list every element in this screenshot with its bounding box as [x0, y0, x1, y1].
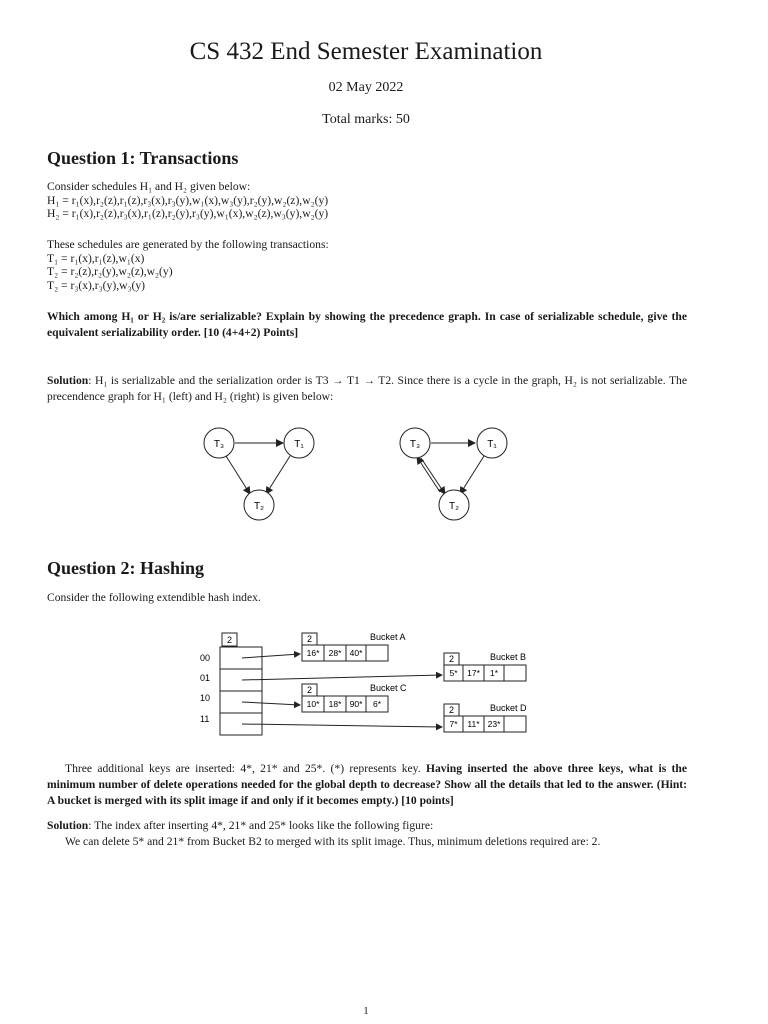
total-marks: Total marks: 50	[322, 112, 410, 127]
bucket-b	[444, 652, 526, 681]
svg-text:10*: 10*	[306, 699, 320, 709]
q1-solution	[47, 373, 687, 405]
transaction-t3: T₂ = r₃(x),r₃(y),w₃(y)	[47, 278, 146, 292]
graph-h1	[204, 428, 314, 520]
svg-text:2: 2	[448, 654, 455, 664]
svg-text:T₂: T₂	[449, 501, 459, 512]
svg-text:2: 2	[226, 635, 233, 645]
svg-text:2: 2	[306, 634, 313, 644]
schedule-h1: H₁ = r₁(x),r₂(z),r₁(z),r₃(x),r₃(y),w₁(x),w₃(y),r₂(y),w₂(z),w₂(y)	[47, 193, 329, 207]
svg-text:28*: 28*	[328, 648, 342, 658]
q1-intro: Consider schedules H₁ and H₂ given below:	[47, 180, 251, 193]
svg-text:2: 2	[306, 685, 313, 695]
solution-label: Solution	[47, 819, 89, 832]
svg-text:T₁: T₁	[294, 439, 304, 450]
dir-entry: 00	[200, 653, 211, 663]
precedence-graphs	[190, 418, 540, 528]
bucket-c	[302, 683, 407, 712]
dir-entry: 10	[200, 693, 211, 703]
q1-question: Which among H₁ or H₂ is/are serializable? Explain by showing the precedence graph. In case of serializable schedule, give the equivalent serializability order. [10 (4+4+2) Points]	[47, 310, 687, 339]
directory	[200, 647, 262, 735]
svg-text:17*: 17*	[467, 668, 480, 678]
svg-text:40*: 40*	[349, 648, 363, 658]
solution-text: : H₁ is serializable and the serialization order is T3 → T1 → T2. Since there is a cycle in the graph, H₂ is not serializable. The precendence graph for H₁ (left) and H₂ (right) is given below:	[47, 374, 687, 403]
solution-label: Solution	[47, 374, 89, 387]
q2-solution-conclusion: We can delete 5* and 21* from Bucket B2 to merged with its split image. Thus, minimum deletions required are: 2.	[65, 835, 601, 848]
q2-question-bold: Having inserted the above three keys, what is the minimum number of delete operations needed for the global depth to decrease? Show all the details that led to the answer. (Hint: A bucket is merged with its split image if and only if it becomes empty.) [10 points]	[47, 762, 687, 807]
q2-intro: Consider the following extendible hash index.	[47, 591, 261, 604]
bucket-name: Bucket C	[370, 683, 407, 693]
transaction-t1: T₁ = r₁(x),r₁(z),w₁(x)	[47, 251, 145, 265]
svg-text:2: 2	[448, 705, 455, 715]
q1-transactions	[47, 238, 687, 292]
exam-date: 02 May 2022	[328, 80, 404, 95]
question-2-heading: Question 2: Hashing	[47, 558, 205, 578]
svg-text:5*: 5*	[449, 668, 458, 678]
schedule-h2: H₂ = r₁(x),r₂(z),r₃(x),r₁(z),r₂(y),r₃(y),w₁(x),w₂(z),w₃(y),w₂(y)	[47, 207, 329, 221]
bucket-a	[302, 632, 406, 661]
transaction-t2: T₂ = r₂(z),r₂(y),w₂(z),w₂(y)	[47, 265, 173, 279]
svg-text:16*: 16*	[306, 648, 320, 658]
dir-entry: 11	[200, 714, 210, 724]
exam-title: CS 432 End Semester Examination	[189, 38, 543, 65]
svg-text:18*: 18*	[328, 699, 342, 709]
svg-text:6*: 6*	[372, 699, 382, 709]
q1-schedules	[47, 180, 687, 221]
svg-text:7*: 7*	[449, 719, 458, 729]
dir-entry: 01	[200, 673, 211, 683]
extendible-hash-diagram	[190, 625, 540, 740]
bucket-d	[444, 703, 527, 732]
bucket-name: Bucket A	[370, 632, 406, 642]
q2-question	[47, 761, 687, 809]
svg-text:T₃: T₃	[213, 439, 225, 450]
bucket-name: Bucket D	[490, 703, 527, 713]
page-number: 1	[363, 1005, 369, 1017]
graph-h2	[400, 428, 507, 520]
q2-solution	[47, 818, 687, 834]
bucket-name: Bucket B	[490, 652, 527, 662]
solution-text: : The index after inserting 4*, 21* and 25* looks like the following figure:	[88, 819, 434, 832]
svg-text:T₃: T₃	[409, 439, 421, 450]
svg-text:23*: 23*	[487, 719, 501, 729]
svg-text:T₁: T₁	[487, 439, 497, 450]
q2-question-plain: Three additional keys are inserted: 4*, 21* and 25*. (*) represents key.	[65, 762, 421, 775]
svg-text:1*: 1*	[489, 668, 499, 678]
svg-text:T₂: T₂	[254, 501, 264, 512]
svg-text:90*: 90*	[349, 699, 363, 709]
tx-intro: These schedules are generated by the following transactions:	[47, 238, 329, 251]
svg-text:11*: 11*	[467, 719, 480, 729]
question-1-heading: Question 1: Transactions	[47, 148, 239, 168]
